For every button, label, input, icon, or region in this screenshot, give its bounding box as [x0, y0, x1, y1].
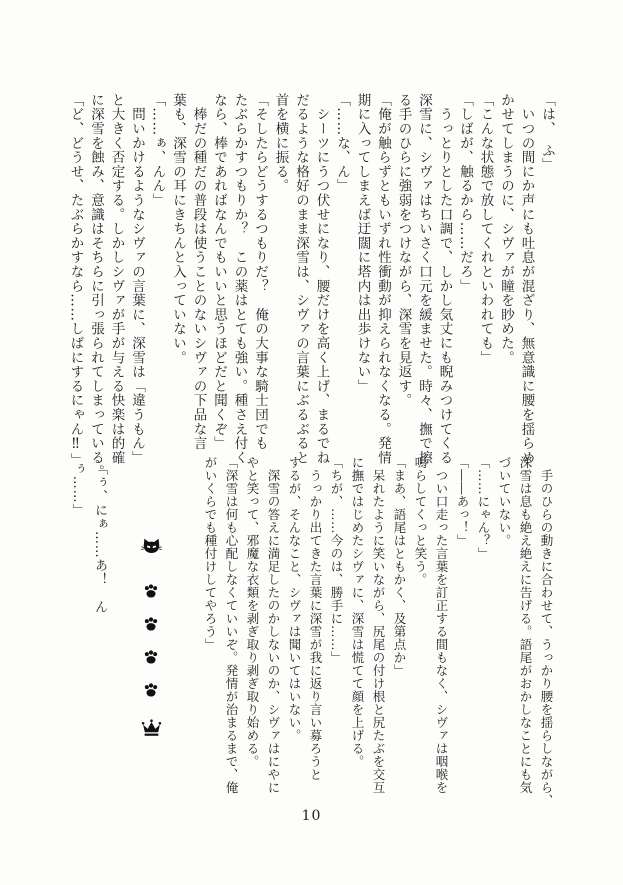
text-line: つい口走った言葉を訂正する間もなく、シヴァは咽喉を [434, 456, 449, 794]
text-line: たぶらかすつもりか？ この薬はとても強い。種さえ付く [231, 93, 248, 465]
crown-icon [141, 719, 162, 741]
text-line: 「そしたらどうするつもりだ？ 俺の大事な騎士団でも [252, 93, 268, 451]
text-line: がいくらでも種付けしてやろう」 [203, 456, 218, 651]
paw-print-icon [143, 583, 159, 603]
bottom-text-block [200, 456, 557, 808]
text-line: 手のひらの動きに合わせて、うっかり腰を揺らしながら、 [539, 456, 554, 807]
text-line: 「ちが、……今のは、勝手に……」 [329, 456, 344, 664]
text-line: に撫ではじめたシヴァに、深雪は慌てて顔を上げる。 [350, 456, 365, 768]
text-line: 「――あっ！」 [455, 456, 470, 547]
paw-print-icon [143, 682, 159, 702]
text-line: だるような格好のまま深雪は、シヴァの言葉にぶるぶると [293, 93, 309, 465]
text-line: 葉も、深雪の耳にきちんと入っていない。 [170, 93, 186, 365]
text-line: 深雪の答えに満足したのかしないのか、シヴァはにやに [266, 456, 281, 794]
cat-face-icon [141, 537, 162, 561]
text-line: いつの間にか声にも吐息が混ざり、無意識に腰を揺らめ [518, 93, 535, 465]
text-line: 「……な、ん」 [334, 93, 350, 194]
text-line: 「……にゃん？」 [476, 456, 491, 560]
text-line: 「しばが、触るから……だろ」 [457, 93, 473, 294]
text-line: うっとりとした口調で、しかし気丈にも睨みつけてくる [436, 93, 453, 465]
text-line: 鳴らしてくっと笑う。 [413, 456, 428, 586]
text-line: 「まあ、語尾はともかく、及第点か」 [392, 456, 407, 677]
text-line: 問いかけるようなシヴァの言葉に、深雪は「違うもん」 [129, 93, 145, 465]
text-line: 期に入ってしまえば迂闊に塔内は出歩けない」 [354, 93, 371, 394]
text-line: 首を横に振る。 [272, 93, 289, 194]
closing-cry-line: 「ぅ、にぁ……あ！ んぅ……」 [70, 462, 107, 614]
text-line: 「……ぁ、んん」 [149, 93, 166, 208]
text-line: 呆れたように笑いながら、尻尾の付け根と尻たぶを交互 [371, 456, 386, 794]
text-line: 「深雪は何も心配しなくていいぞ。発情が治まるまで、俺 [224, 456, 239, 794]
paw-print-icon [143, 649, 159, 669]
text-line: る手のひらに強弱をつけながら、深雪を見返す。 [395, 93, 412, 408]
text-line: に深雪を蝕み、意識はそちらに引っ張られてしまっている。 [88, 93, 104, 480]
text-line: シーツにうつ伏せになり、腰だけを高く上げ、まるでね [313, 93, 330, 465]
text-line: 「俺が触らずともいずれ性衝動が抑えられなくなる。発情 [375, 93, 391, 465]
top-text-block [65, 93, 557, 485]
text-line: づいていない。 [497, 456, 512, 547]
paw-print-icon [143, 616, 159, 636]
text-line: なら、棒であればなんでもいいと思うほどだと聞くぞ」 [211, 93, 227, 451]
text-line: 「は、 ふ」 [539, 93, 555, 173]
text-line: するが、そんなこと、シヴァは聞いてはいない。 [287, 456, 302, 742]
text-line: 「こんな状態で放してくれといわれても」 [477, 93, 494, 365]
text-line: と大きく否定する。しかしシヴァが手が与える快楽は的確 [108, 93, 125, 465]
divider-icons [138, 537, 164, 741]
text-line: 深雪に、シヴァはちいさく口元を緩ませた。時々、撫で擦 [416, 93, 432, 465]
text-line: うっかり出てきた言葉に深雪が我に返り言い募ろうと [308, 456, 323, 781]
text-line: かせてしまうのに、シヴァが瞳を眇めた。 [498, 93, 514, 365]
text-line: 棒だの種だの普段は使うことのないシヴァの下品な言 [190, 93, 207, 451]
text-line: 深雪は息も絶え絶えに告げる。語尾がおかしなことにも気 [518, 456, 533, 794]
text-line: 「ど、どうせ、たぶらかすなら……しばにするにゃん‼」 [67, 93, 84, 468]
text-line: やと笑って、邪魔な衣類を剥ぎ取り剥ぎ取り始める。 [245, 456, 260, 768]
page-number: 10 [301, 808, 322, 824]
